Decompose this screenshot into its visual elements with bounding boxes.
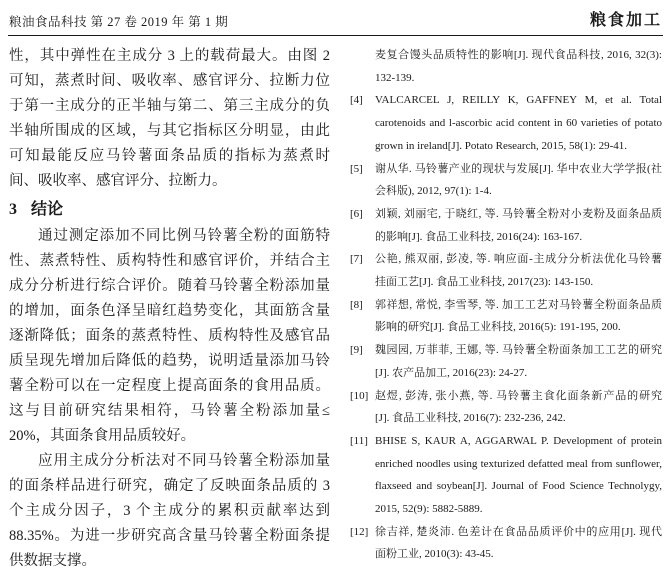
reference-number: [4] [350,94,363,107]
text-line: 性，其中弹性在主成分 3 上的载荷最大。由图 2 [9,48,330,64]
left-text-column [9,44,330,569]
reference-number: [9] [350,344,363,357]
body-paragraph [9,44,330,194]
reference-line: 影响的研究[J]. 食品工业科技, 2016(5): 191-195, 200. [375,321,621,334]
reference-item [350,44,662,89]
reference-item [350,158,662,203]
reference-number: [8] [350,298,363,311]
page-body [0,36,671,569]
reference-text [375,89,662,157]
reference-number [350,44,375,89]
body-paragraph [9,224,330,449]
page-header [0,0,671,30]
section-label: 粮食加工 [589,12,662,29]
reference-line: 132-139. [375,71,415,84]
reference-line: 魏园园, 万菲菲, 王娜, 等. 马铃薯全粉面条加工工艺的研究 [375,344,662,357]
reference-text [375,430,662,521]
text-line: 20%，其面条食用品质较好。 [9,428,196,444]
reference-line: [J]. 食品工业科技, 2016(7): 232-236, 242. [375,412,566,425]
reference-number: [12] [350,525,369,538]
text-line: 成分分析进行综合评价。随着马铃薯全粉添加量 [9,278,330,294]
reference-text [375,44,662,89]
heading-title: 结论 [31,201,64,218]
reference-line: grown in ireland[J]. Potato Research, 2015, 58(1): 29-41. [375,139,628,152]
text-line: 薯全粉可以在一定程度上提高面条的食用品质。 [9,378,330,394]
text-line: 逐渐降低；面条的蒸煮特性、质构特性及感官品 [9,328,330,344]
journal-info: 粮油食品科技 第 27 卷 2019 年 第 1 期 [9,15,229,29]
reference-line: 郭祥想, 常悦, 李雪琴, 等. 加工工艺对马铃薯全粉面条品质 [375,298,662,311]
body-paragraph [9,449,330,569]
reference-number: [6] [350,207,363,220]
reference-number: [11] [350,434,368,447]
reference-item [350,203,662,248]
text-line: 个主成分因子，3 个主成分的累积贡献率达到 [9,503,330,519]
references-column [350,44,662,569]
reference-line: [J]. 农产品加工, 2016(23): 24-27. [375,366,528,379]
reference-line: BHISE S, KAUR A, AGGARWAL P. Development of protein [375,434,662,447]
reference-line: flaxseed and soybean[J]. Journal of Food Science Technolygy, [375,480,662,493]
reference-line: 麦复合馒头品质特性的影响[J]. 现代食品科技, 2016, 32(3): [375,49,662,61]
text-line: 应用主成分分析法对不同马铃薯全粉添加量 [38,453,330,469]
text-line: 可知，蒸煮时间、吸收率、感官评分、拉断力位 [9,73,330,89]
reference-text [375,521,662,566]
reference-text [375,158,662,203]
reference-item [350,521,662,566]
reference-text [375,339,662,384]
reference-number: [5] [350,162,363,175]
reference-item [350,294,662,339]
reference-line: 面粉工业, 2010(3): 43-45. [375,548,494,561]
reference-line: 2015, 52(9): 5882-5889. [375,503,483,516]
reference-text [375,385,662,430]
text-line: 这与目前研究结果相符，马铃薯全粉添加量≤ [9,403,330,419]
reference-line: 会科版), 2012, 97(1): 1-4. [375,185,492,198]
reference-line: enriched noodles using texturized defatted meal from sunflower, [375,457,662,470]
reference-line: 赵煜, 彭涛, 张小燕, 等. 马铃薯主食化面条新产品的研究 [375,389,662,402]
reference-line: 公艳, 熊双丽, 彭凌, 等. 响应面-主成分分析法优化马铃薯 [375,253,662,266]
text-line: 间、吸收率、感官评分、拉断力。 [9,173,227,189]
reference-item [350,248,662,293]
reference-line: 挂面工艺[J]. 食品工业科技, 2017(23): 143-150. [375,276,594,289]
text-line: 供数据支撑。 [9,553,96,569]
reference-item [350,339,662,384]
text-line: 于第一主成分的正半轴与第二、第三主成分的负 [9,98,330,114]
reference-text [375,294,662,339]
reference-line: VALCARCEL J, REILLY K, GAFFNEY M, et al. Total [375,94,662,107]
section-heading [9,197,330,222]
reference-line: 刘颖, 刘丽宅, 于晓红, 等. 马铃薯全粉对小麦粉及面条品质 [375,207,662,220]
reference-item [350,89,662,157]
reference-line: 徐吉祥, 楚炎沛. 色差计在食品品质评价中的应用[J]. 现代 [375,525,662,538]
text-line: 质呈现先增加后降低的趋势，说明适量添加马铃 [9,353,330,369]
reference-number: [10] [350,389,369,402]
text-line: 性、蒸煮特性、质构特性和感官评价，并结合主 [9,253,330,269]
text-line: 的面条样品进行研究，确定了反映面条品质的 3 [9,478,330,494]
text-line: 可知最能反应马铃薯面条品质的指标为蒸煮时 [9,148,330,164]
text-line: 通过测定添加不同比例马铃薯全粉的面筋特 [38,228,330,244]
reference-line: 谢从华. 马铃薯产业的现状与发展[J]. 华中农业大学学报(社 [375,162,662,175]
reference-item [350,385,662,430]
text-line: 半轴所围成的区域，与其它指标区分明显，由此 [9,123,330,139]
reference-text [375,203,662,248]
reference-text [375,248,662,293]
reference-item [350,430,662,521]
reference-line: carotenoids and l-ascorbic acid content in 60 varieties of potato [375,117,662,130]
text-line: 的增加，面条色泽呈暗红趋势变化，其面筋含量 [9,303,330,319]
text-line: 88.35%。为进一步研究高含量马铃薯全粉面条提 [9,528,330,544]
heading-number: 3 [9,201,17,218]
reference-number: [7] [350,253,363,266]
reference-line: 的影响[J]. 食品工业科技, 2016(24): 163-167. [375,230,583,243]
